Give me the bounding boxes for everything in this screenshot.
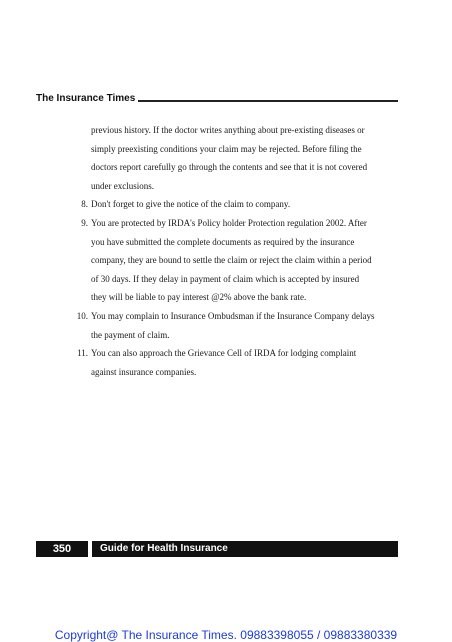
list-item-10 — [70, 307, 376, 344]
list-item-text: Don't forget to give the notice of the claim to company. — [91, 199, 291, 210]
list-item-9 — [70, 214, 376, 307]
footer-title: Guide for Health Insurance — [100, 543, 228, 554]
header-title: The Insurance Times — [36, 93, 136, 104]
list-item-number: 10. — [76, 310, 88, 321]
list-item-text: You can also approach the Grievance Cell of IRDA for lodging complaint against insurance companies. — [91, 348, 357, 377]
page-body — [70, 121, 376, 381]
list-item-8 — [70, 195, 376, 214]
copyright-notice: Copyright@ The Insurance Times. 09883398055 / 09883380339 — [54, 628, 398, 642]
list-item-text: You may complain to Insurance Ombudsman if the Insurance Company delays the payment of claim. — [91, 310, 375, 340]
continuation-paragraph: previous history. If the doctor writes anything about pre-existing diseases or simply preexisting conditions your claim may be rejected. Before filing the doctors report carefully go through the contents and see that it is not covered under exclusions. — [91, 125, 368, 191]
list-item-number: 8. — [81, 199, 88, 210]
footer-bar — [92, 541, 398, 557]
running-header — [36, 92, 398, 108]
running-footer — [36, 541, 398, 557]
header-rule — [138, 100, 398, 102]
list-item-number: 9. — [81, 217, 88, 228]
list-item-number: 11. — [77, 348, 88, 359]
list-item-text: You are protected by IRDA's Policy holder Protection regulation 2002. After you have submitted the complete documents as required by the insurance company, they are bound to settle the claim or reject the claim within a period of 30 days. If they delay in payment of claim which is accepted by insured they will be liable to pay interest @2% above the bank rate. — [91, 217, 372, 303]
page-number: 350 — [36, 541, 88, 557]
list-item-11 — [70, 344, 376, 381]
